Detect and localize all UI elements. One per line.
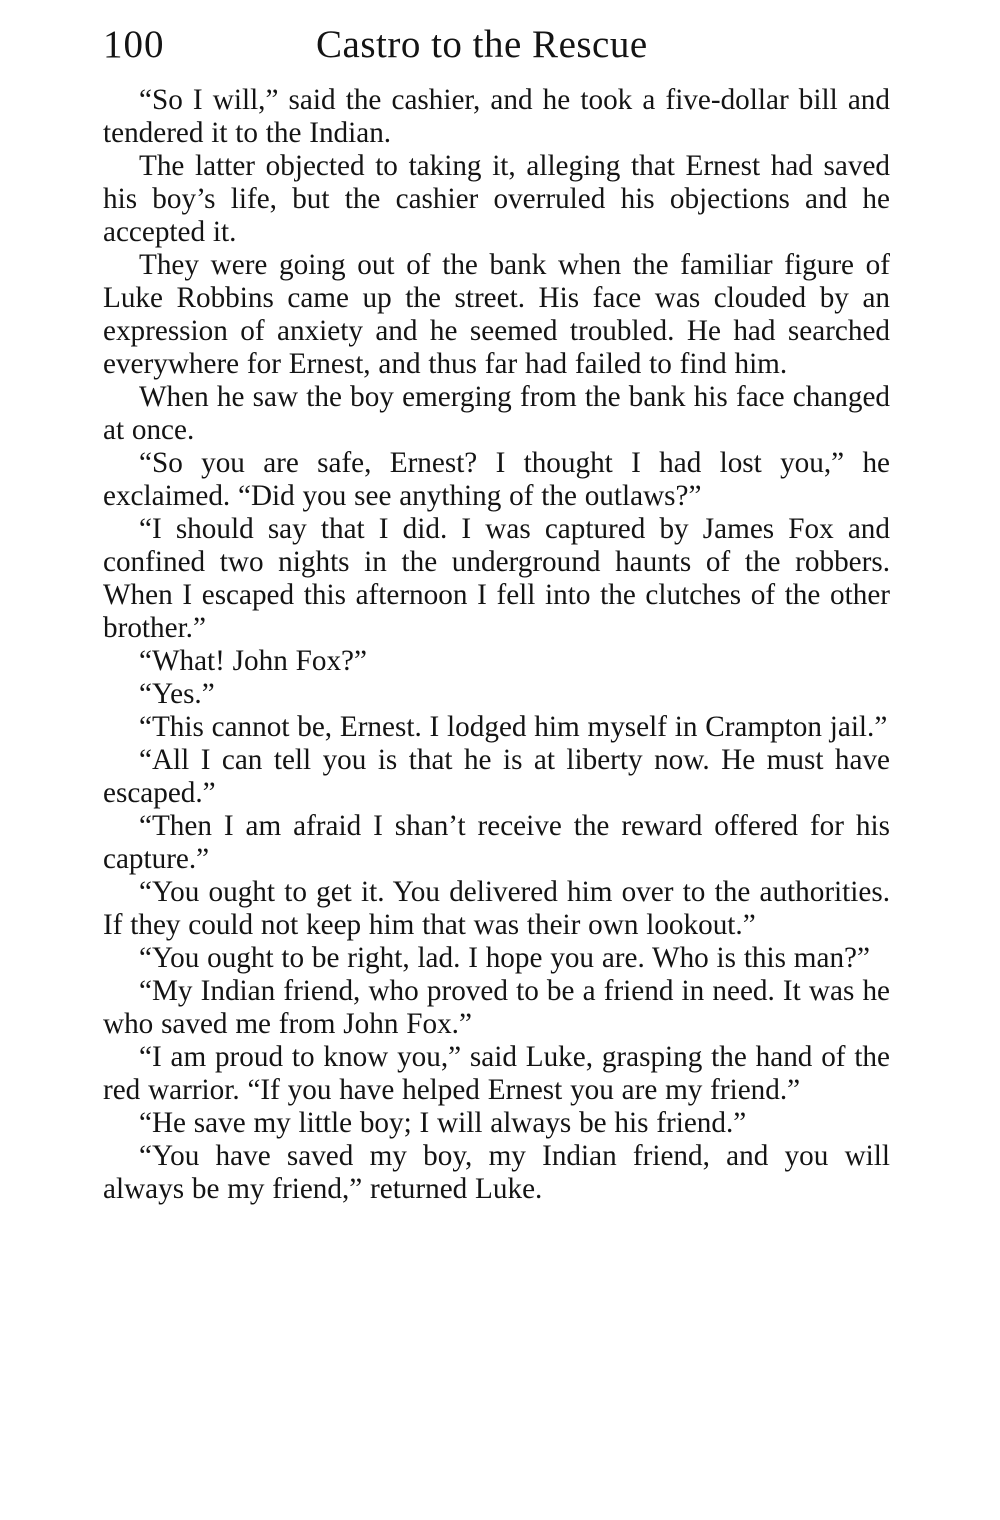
- paragraph: “Then I am afraid I shan’t receive the reward offered for his capture.”: [103, 810, 890, 875]
- running-title: Castro to the Rescue: [316, 23, 648, 66]
- paragraph: “Yes.”: [139, 678, 215, 710]
- running-head: [103, 20, 893, 70]
- paragraph: “You ought to be right, lad. I hope you are. Who is this man?”: [139, 942, 870, 974]
- paragraph: They were going out of the bank when the familiar figure of Luke Robbins came up the street. His face was clouded by an expression of anxiety and he seemed troubled. He had searched everywhere for Ernest, and thus far had failed to find him.: [103, 249, 890, 380]
- paragraph: “My Indian friend, who proved to be a friend in need. It was he who saved me from John Fox.”: [103, 975, 890, 1040]
- paragraph: The latter objected to taking it, alleging that Ernest had saved his boy’s life, but the cashier overruled his objections and he accepted it.: [103, 150, 890, 248]
- paragraph: “This cannot be, Ernest. I lodged him myself in Crampton jail.”: [139, 711, 888, 743]
- paragraph: “So you are safe, Ernest? I thought I had lost you,” he exclaimed. “Did you see anything of the outlaws?”: [103, 447, 890, 512]
- paragraph: “All I can tell you is that he is at liberty now. He must have escaped.”: [103, 744, 890, 809]
- paragraph: When he saw the boy emerging from the bank his face changed at once.: [103, 381, 890, 446]
- paragraph: “You ought to get it. You delivered him over to the authorities. If they could not keep him that was their own lookout.”: [103, 876, 890, 941]
- paragraph: “I should say that I did. I was captured by James Fox and confined two nights in the underground haunts of the robbers. When I escaped this afternoon I fell into the clutches of the other brother.”: [103, 513, 890, 644]
- paragraph: “So I will,” said the cashier, and he took a five-dollar bill and tendered it to the Indian.: [103, 84, 890, 149]
- page-number: 100: [103, 23, 165, 66]
- paragraph: “He save my little boy; I will always be his friend.”: [139, 1107, 747, 1139]
- paragraph: “I am proud to know you,” said Luke, grasping the hand of the red warrior. “If you have helped Ernest you are my friend.”: [103, 1041, 890, 1106]
- paragraph: “What! John Fox?”: [139, 645, 367, 677]
- paragraph: “You have saved my boy, my Indian friend, and you will always be my friend,” returned Luke.: [103, 1140, 890, 1205]
- body-text: [103, 84, 890, 1206]
